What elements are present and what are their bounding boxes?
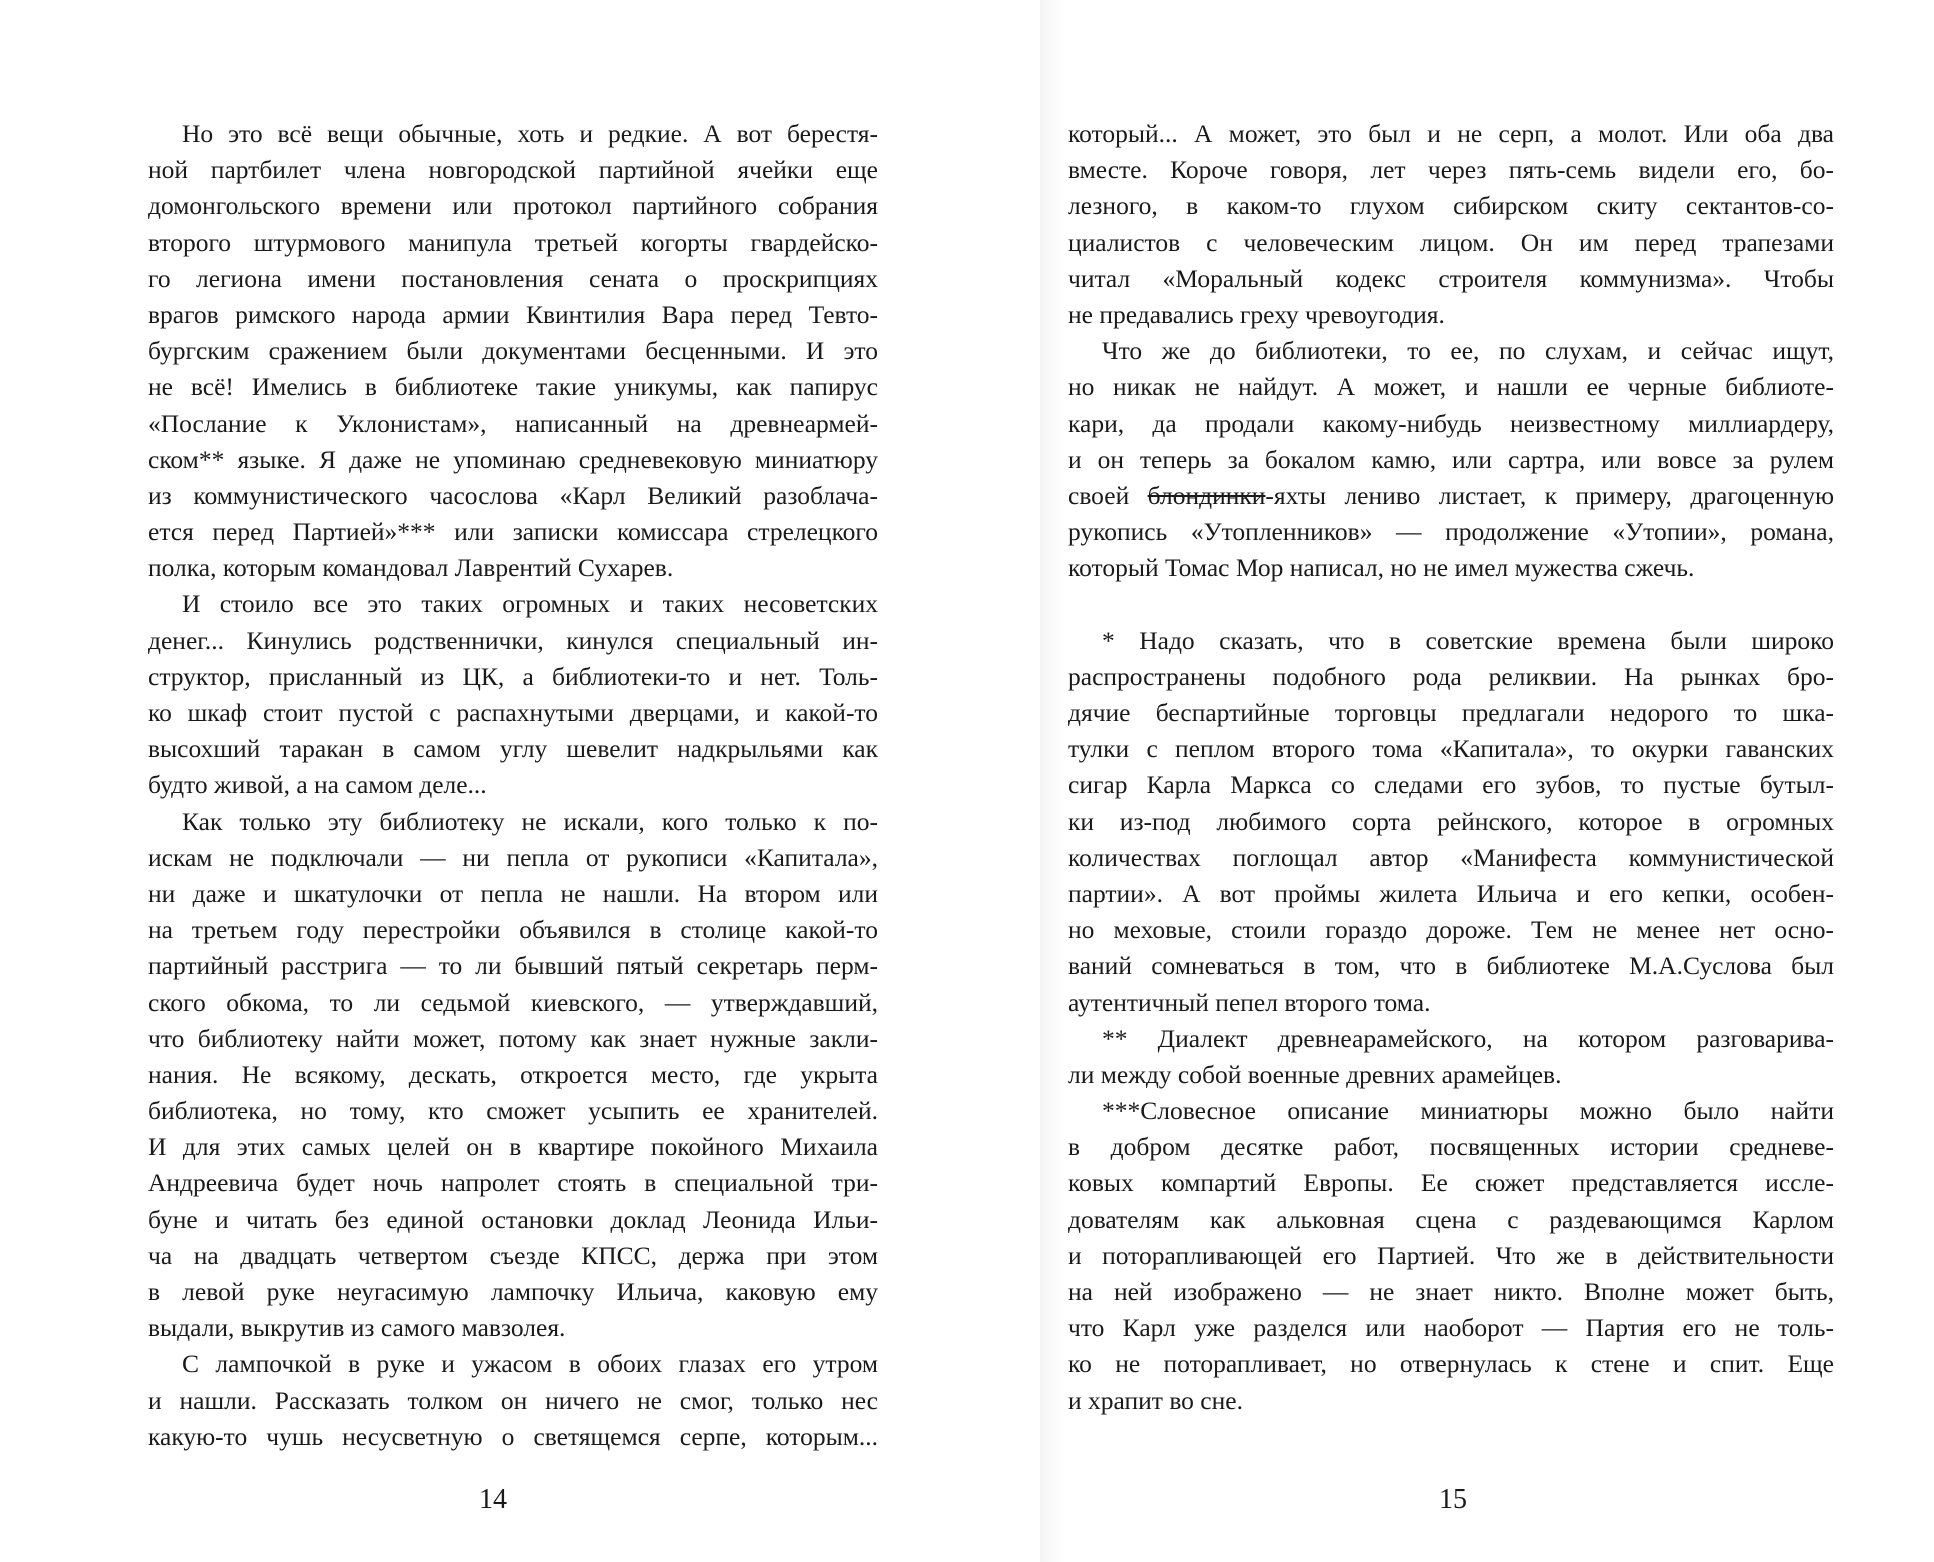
text-line: в левой руке неугасимую лампочку Ильича, каковую ему — [148, 1277, 878, 1306]
text-line: ском** языке. Я даже не упоминаю средневековую миниатюру — [148, 444, 878, 474]
text-line: ется перед Партией»*** или записки комиссара стрелецкого — [148, 517, 878, 547]
text-line: Но это всё вещи обычные, хоть и редкие. А вот берестя- — [182, 119, 878, 148]
text-line: бургским сражением были документами бесценными. И это — [148, 336, 878, 366]
text-line: циалистов с человеческим лицом. Он им перед трапезами — [1068, 227, 1834, 257]
text-line: и нашли. Рассказать толком он ничего не смог, только нес — [148, 1385, 878, 1415]
text-line: нания. Не всякому, дескать, откроется место, где укрыта — [148, 1059, 878, 1089]
text-line: кари, да продали какому-нибудь неизвестному миллиардеру, — [1068, 408, 1834, 438]
text-line: ни даже и шкатулочки от пепла не нашли. На втором или — [148, 878, 878, 908]
text-line: ки из-под любимого сорта рейнского, которое в огромных — [1068, 806, 1834, 836]
text-line: и храпит во сне. — [1068, 1385, 1243, 1415]
text-line: Что же до библиотеки, то ее, по слухам, и сейчас ищут, — [1102, 336, 1834, 366]
text-line: сигар Карла Маркса со следами его зубов, то пустые бутыл- — [1068, 770, 1834, 800]
text-line: С лампочкой в руке и ужасом в обоих глазах его утром — [182, 1349, 878, 1379]
text-line: ковых компартий Европы. Ее сюжет представляется иссле- — [1068, 1168, 1834, 1198]
text-line: не предавались греху чревоугодия. — [1068, 299, 1445, 329]
text-line: ** Диалект древнеарамейского, на котором разговарива- — [1102, 1023, 1834, 1053]
text-line: из коммунистического часослова «Карл Великий разоблача- — [148, 480, 878, 510]
page-number: 14 — [479, 1484, 507, 1515]
text-line: дячие беспартийные торговцы предлагали недорого то шка- — [1068, 698, 1834, 727]
text-line: аутентичный пепел второго тома. — [1068, 987, 1431, 1017]
text-line: * Надо сказать, что в советские времена были широко — [1102, 625, 1834, 655]
text-line: рукопись «Утопленников» — продолжение «Утопии», романа, — [1068, 517, 1834, 547]
text-line: на ней изображено — не знает никто. Вполне может быть, — [1068, 1277, 1834, 1306]
text-line: на третьем году перестройки объявился в столице какой-то — [148, 915, 878, 945]
text-line: количествах поглощал автор «Манифеста коммунистической — [1068, 842, 1834, 872]
text-line: читал «Моральный кодекс строителя коммунизма». Чтобы — [1068, 263, 1834, 293]
text-segment: -яхты лениво листает, к примеру, драгоценную — [1265, 480, 1834, 510]
text-line: ского обкома, то ли седьмой киевского, — утверждавший, — [148, 987, 878, 1017]
text-line: библиотека, но тому, кто сможет усыпить ее хранителей. — [148, 1096, 878, 1126]
text-line: «Послание к Уклонистам», написанный на древнеармей- — [148, 408, 878, 438]
text-line: но никак не найдут. А может, и нашли ее черные библиоте- — [1068, 372, 1834, 402]
text-line: Как только эту библиотеку не искали, кого только к по- — [182, 806, 878, 836]
text-line: высохший таракан в самом углу шевелит надкрыльями как — [148, 734, 878, 764]
text-line: партии». А вот проймы жилета Ильича и его кепки, особен- — [1068, 878, 1834, 908]
text-line: го легиона имени постановления сената о проскрипциях — [148, 263, 878, 293]
text-line: и поторапливающей его Партией. Что же в действительности — [1068, 1240, 1834, 1270]
blank-line — [1068, 586, 1834, 622]
text-line: в добром десятке работ, посвященных истории средневе- — [1068, 1132, 1834, 1162]
text-line: который Томас Мор написал, но не имел мужества сжечь. — [1068, 553, 1695, 583]
text-line: лезного, в каком-то глухом сибирском скиту сектантов-со- — [1068, 191, 1834, 221]
page-number: 15 — [1439, 1484, 1467, 1515]
right-page — [1040, 0, 1934, 1562]
text-line: ной партбилет члена новгородской партийной ячейки еще — [148, 155, 878, 185]
text-line: что библиотеку найти может, потому как знает нужные закли- — [148, 1023, 878, 1053]
text-segment: своей — [1068, 480, 1148, 510]
text-line: ***Словесное описание миниатюры можно было найти — [1102, 1096, 1834, 1126]
text-line: не всё! Имелись в библиотеке такие уникумы, как папирус — [148, 372, 878, 402]
text-line: искам не подключали — ни пепла от рукописи «Капитала», — [148, 842, 878, 872]
text-line — [1068, 478, 1834, 514]
struck-word: блондинки — [1147, 480, 1266, 510]
text-line: и он теперь за бокалом камю, или сартра, или вовсе за рулем — [1068, 444, 1834, 474]
text-line: партийный расстрига — то ли бывший пятый секретарь перм- — [148, 951, 878, 981]
text-line: второго штурмового манипула третьей когорты гвардейско- — [148, 227, 878, 257]
text-line: ли между собой военные древних арамейцев. — [1068, 1059, 1562, 1089]
page-text — [148, 116, 878, 1455]
text-line: тулки с пеплом второго тома «Капитала», то окурки гаванских — [1068, 734, 1834, 764]
text-line: ваний сомневаться в том, что в библиотеке М.А.Суслова был — [1068, 951, 1834, 981]
text-line: дователям как альковная сцена с раздевающимся Карлом — [1068, 1204, 1834, 1234]
text-line: что Карл уже разделся или наоборот — Партия его не толь- — [1068, 1313, 1834, 1343]
text-line: но меховые, стоили гораздо дороже. Тем не менее нет осно- — [1068, 915, 1834, 945]
text-line: распространены подобного рода реликвии. На рынках бро- — [1068, 661, 1834, 691]
page-text — [1068, 116, 1834, 1419]
text-line: ко шкаф стоит пустой с распахнутыми дверцами, и какой-то — [148, 698, 878, 727]
text-line: И для этих самых целей он в квартире покойного Михаила — [148, 1132, 878, 1162]
text-line: денег... Кинулись родственнички, кинулся специальный ин- — [148, 625, 878, 655]
text-line: Андреевича будет ночь напролет стоять в специальной три- — [148, 1168, 878, 1198]
text-line: ча на двадцать четвертом съезде КПСС, держа при этом — [148, 1240, 878, 1270]
text-line: врагов римского народа армии Квинтилия Вара перед Тевто- — [148, 299, 878, 329]
text-line: полка, которым командовал Лаврентий Сухарев. — [148, 553, 674, 583]
text-line: будто живой, а на самом деле... — [148, 770, 487, 800]
text-line: который... А может, это был и не серп, а молот. Или оба два — [1068, 119, 1834, 148]
text-line: структор, присланный из ЦК, а библиотеки-то и нет. Толь- — [148, 661, 878, 691]
text-line: ко не поторапливает, но отвернулась к стене и спит. Еще — [1068, 1349, 1834, 1379]
text-line: вместе. Короче говоря, лет через пять-семь видели его, бо- — [1068, 155, 1834, 185]
text-line: буне и читать без единой остановки доклад Леонида Ильи- — [148, 1204, 878, 1234]
text-line: какую-то чушь несусветную о светящемся серпе, которым... — [148, 1421, 878, 1451]
text-line: выдали, выкрутив из самого мавзолея. — [148, 1313, 566, 1343]
text-line: И стоило все это таких огромных и таких несоветских — [182, 589, 878, 619]
text-line: домонгольского времени или протокол партийного собрания — [148, 191, 878, 221]
